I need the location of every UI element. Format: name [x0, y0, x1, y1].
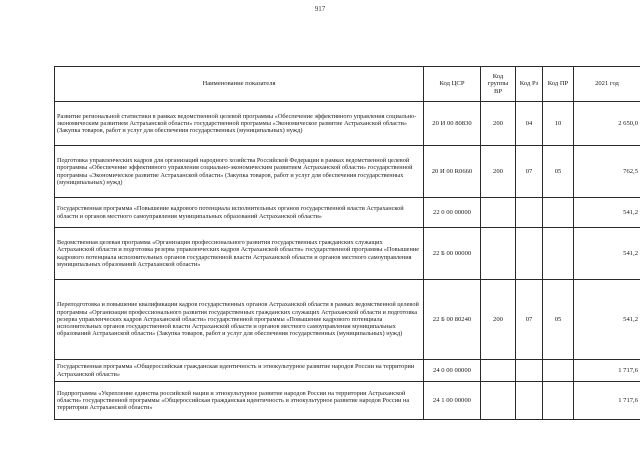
row-csr-code: 20 И 00 R0660	[424, 146, 481, 198]
row-rz-code: 07	[516, 146, 543, 198]
row-pr-code: 10	[543, 102, 574, 146]
header-year-2021: 2021 год	[574, 67, 640, 102]
table-row	[55, 228, 640, 280]
row-sum: 762,5	[574, 146, 640, 198]
table-body	[55, 102, 640, 420]
row-vr-code: 200	[481, 280, 516, 360]
table-row	[55, 382, 640, 420]
table-row	[55, 102, 640, 146]
row-sum: 541,2	[574, 228, 640, 280]
header-vr-code: Код группы ВР	[481, 67, 516, 102]
header-name: Наименование показателя	[55, 67, 424, 102]
table-row	[55, 280, 640, 360]
row-csr-code: 24 1 00 00000	[424, 382, 481, 420]
row-csr-code: 20 И 00 80830	[424, 102, 481, 146]
page-number: 917	[314, 5, 326, 13]
table-row	[55, 146, 640, 198]
row-sum: 541,2	[574, 280, 640, 360]
row-rz-code	[516, 228, 543, 280]
row-csr-code: 22 0 00 00000	[424, 198, 481, 228]
row-rz-code	[516, 198, 543, 228]
row-pr-code	[543, 198, 574, 228]
row-name: Развитие региональной статистики в рамках ведомственной целевой программы «Обеспечение эффективного управления социально-экономическим развитием Астраханской области» государственной программы «Экономическое развитие Астраханской области» (Закупка товаров, работ и услуг для обеспечения государственных (муниципальных) нужд)	[55, 102, 424, 146]
row-rz-code	[516, 382, 543, 420]
row-sum: 2 650,0	[574, 102, 640, 146]
row-name: Государственная программа «Повышение кадрового потенциала исполнительных органов государственной власти Астраханской области и органов местного самоуправления муниципальных образований Астраханской области»	[55, 198, 424, 228]
row-name: Подготовка управленческих кадров для организаций народного хозяйства Российской Федерации в рамках ведомственной целевой программы «Обеспечение эффективного управления социально-экономическим развитием Астраханской области» государственной программы «Экономическое развитие Астраханской области» (Закупка товаров, работ и услуг для обеспечения государственных (муниципальных) нужд)	[55, 146, 424, 198]
row-vr-code	[481, 360, 516, 382]
row-csr-code: 24 0 00 00000	[424, 360, 481, 382]
header-csr-code: Код ЦСР	[424, 67, 481, 102]
row-name: Подпрограмма «Укрепление единства российской нации и этнокультурное развитие народов России на территории Астраханской области» государственной программы «Общероссийская гражданская идентичность и этнокультурное развитие народов России на территории Астраханской области»	[55, 382, 424, 420]
row-vr-code	[481, 228, 516, 280]
table-header	[55, 67, 640, 102]
row-csr-code: 22 Б 00 80240	[424, 280, 481, 360]
row-sum: 1 717,6	[574, 382, 640, 420]
row-rz-code	[516, 360, 543, 382]
budget-table	[54, 66, 640, 420]
header-pr-code: Код ПР	[543, 67, 574, 102]
row-pr-code: 05	[543, 146, 574, 198]
row-csr-code: 22 Б 00 00000	[424, 228, 481, 280]
row-vr-code	[481, 198, 516, 228]
row-pr-code	[543, 228, 574, 280]
row-sum: 541,2	[574, 198, 640, 228]
row-sum: 1 717,6	[574, 360, 640, 382]
row-vr-code	[481, 382, 516, 420]
table-row	[55, 360, 640, 382]
row-rz-code: 07	[516, 280, 543, 360]
row-pr-code	[543, 382, 574, 420]
header-row	[55, 67, 640, 102]
header-rz-code: Код Рз	[516, 67, 543, 102]
row-rz-code: 04	[516, 102, 543, 146]
row-vr-code: 200	[481, 146, 516, 198]
row-pr-code	[543, 360, 574, 382]
row-vr-code: 200	[481, 102, 516, 146]
table-row	[55, 198, 640, 228]
row-name: Переподготовка и повышение квалификации кадров государственных органов Астраханской области в рамках ведомственной целевой программы «Организация профессионального развития государственных гражданских служащих Астраханской области и подготовка резерва управленческих кадров Астраханской области» государственной программы «Повышение кадрового потенциала исполнительных органов государственной власти Астраханской области и органов местного самоуправления муниципальных образований Астраханской области» (Закупка товаров, работ и услуг для обеспечения государственных (муниципальных) нужд)	[55, 280, 424, 360]
row-name: Государственная программа «Общероссийская гражданская идентичность и этнокультурное развитие народов России на территории Астраханской области»	[55, 360, 424, 382]
row-name: Ведомственная целевая программа «Организация профессионального развития государственных гражданских служащих Астраханской области и подготовка резерва управленческих кадров Астраханской области» государственной программы «Повышение кадрового потенциала исполнительных органов государственной власти Астраханской области и органов местного самоуправления муниципальных образований Астраханской области»	[55, 228, 424, 280]
row-pr-code: 05	[543, 280, 574, 360]
